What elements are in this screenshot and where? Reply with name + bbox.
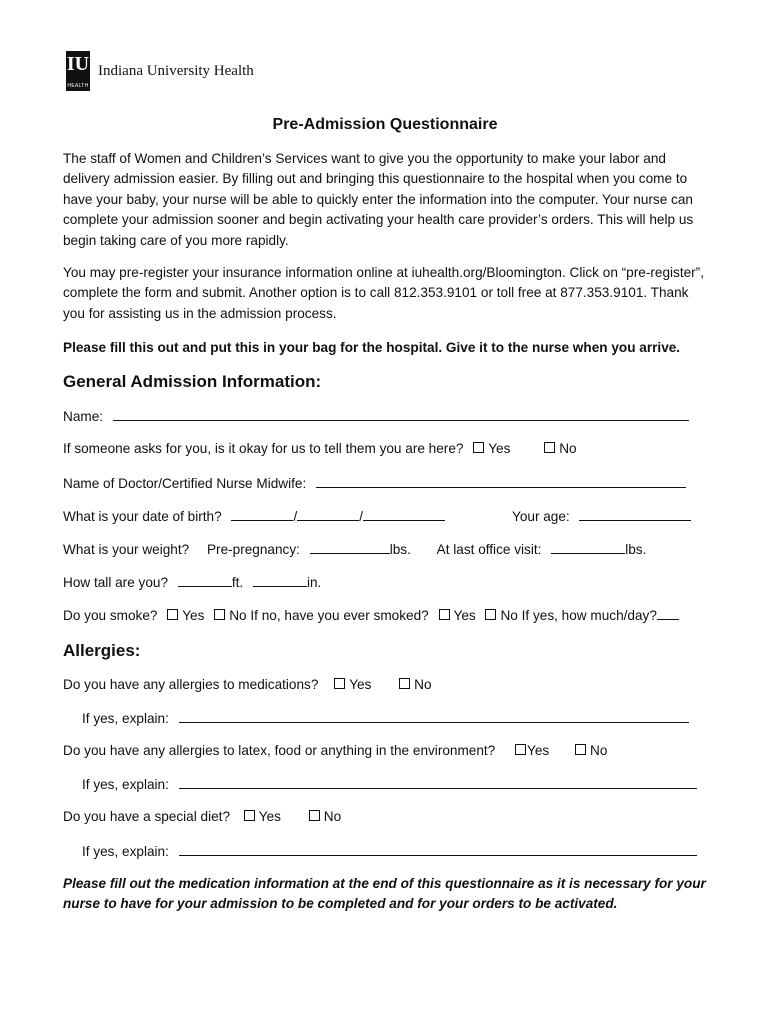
ever-smoked-yes-label: Yes	[453, 608, 476, 623]
age-row	[512, 507, 691, 526]
smoke-yes-label: Yes	[182, 608, 205, 623]
smoke-no-checkbox[interactable]	[214, 609, 225, 620]
diet-row	[63, 808, 341, 826]
ft-unit: ft.	[231, 575, 244, 590]
tell-no-checkbox[interactable]	[544, 442, 555, 453]
diet-yes-checkbox[interactable]	[244, 810, 255, 821]
smoke-label: Do you smoke?	[63, 608, 158, 623]
name-row	[63, 407, 689, 426]
tall-label: How tall are you?	[63, 575, 169, 590]
name-label: Name:	[63, 409, 104, 424]
med-allergy-label: Do you have any allergies to medications?	[63, 677, 319, 692]
weight-row	[63, 540, 646, 559]
age-label: Your age:	[512, 509, 570, 524]
logo	[66, 51, 254, 91]
intro-paragraph-3: Please fill this out and put this in your bag for the hospital. Give it to the nurse when you arrive.	[63, 340, 681, 355]
height-row	[63, 573, 321, 592]
org-name: Indiana University Health	[98, 62, 254, 79]
ever-smoked-no-label: No	[500, 608, 518, 623]
explain-label: If yes, explain:	[82, 844, 169, 859]
prepreg-label: Pre-pregnancy:	[206, 542, 300, 557]
height-feet-field[interactable]	[178, 573, 232, 587]
how-much-label: If yes, how much/day?	[521, 608, 657, 623]
dob-slash: /	[359, 509, 364, 524]
ever-smoked-no-checkbox[interactable]	[485, 609, 496, 620]
med-explain-field[interactable]	[179, 709, 689, 723]
diet-yes-label: Yes	[258, 809, 281, 824]
explain-label: If yes, explain:	[82, 777, 169, 792]
doctor-row	[63, 474, 686, 493]
intro-paragraph-1: The staff of Women and Children’s Services want to give you the opportunity to make your labor and delivery admission easier. By filling out and bringing this questionnaire to the hospital when you come to have your baby, your nurse will be able to quickly enter the information into the computer. Your nurse can complete your admission sooner and begin activating your health care provider’s orders. This will help us begin taking care of you more rapidly.	[63, 151, 694, 248]
tell-no-label: No	[559, 441, 577, 456]
env-allergy-yes-label: Yes	[527, 743, 550, 758]
last-visit-label: At last office visit:	[436, 542, 542, 557]
last-visit-weight-field[interactable]	[551, 540, 625, 554]
tell-yes-checkbox[interactable]	[473, 442, 484, 453]
name-field[interactable]	[113, 407, 689, 421]
dob-month-field[interactable]	[231, 507, 293, 521]
env-allergy-row	[63, 742, 607, 760]
med-allergy-row	[63, 676, 432, 694]
dob-row	[63, 507, 445, 526]
dob-slash: /	[293, 509, 298, 524]
dob-year-field[interactable]	[363, 507, 445, 521]
doctor-field[interactable]	[316, 474, 686, 488]
med-explain-row	[82, 709, 689, 728]
diet-no-checkbox[interactable]	[309, 810, 320, 821]
iu-health-logo-icon	[66, 51, 90, 91]
how-much-field[interactable]	[657, 606, 679, 620]
logo-mark-text: IU	[66, 53, 90, 75]
intro-paragraph-2: You may pre-register your insurance information online at iuhealth.org/Bloomington. Click on “pre-register”, complete the form and submit. Another option is to call 812.353.9101 or toll free at 877.353.9101. Thank you for assisting us in the admission process.	[63, 265, 704, 321]
dob-day-field[interactable]	[297, 507, 359, 521]
smoke-row	[63, 606, 679, 625]
env-allergy-yes-checkbox[interactable]	[515, 744, 526, 755]
dob-label: What is your date of birth?	[63, 509, 222, 524]
general-heading: General Admission Information:	[63, 372, 322, 391]
page-title: Pre-Admission Questionnaire	[272, 116, 498, 133]
med-allergy-no-label: No	[414, 677, 432, 692]
allergies-heading: Allergies:	[63, 641, 141, 660]
age-field[interactable]	[579, 507, 691, 521]
lbs-unit: lbs.	[625, 542, 647, 557]
prepreg-weight-field[interactable]	[310, 540, 390, 554]
logo-mark-subtext: HEALTH	[67, 83, 89, 89]
env-allergy-no-label: No	[590, 743, 608, 758]
tell-label: If someone asks for you, is it okay for us to tell them you are here?	[63, 441, 464, 456]
tell-row	[63, 440, 577, 458]
env-allergy-label: Do you have any allergies to latex, food or anything in the environment?	[63, 743, 496, 758]
smoke-yes-checkbox[interactable]	[167, 609, 178, 620]
tell-yes-label: Yes	[488, 441, 511, 456]
ever-smoked-label: If no, have you ever smoked?	[250, 608, 429, 623]
smoke-no-label: No	[229, 608, 247, 623]
med-allergy-yes-label: Yes	[349, 677, 372, 692]
diet-no-label: No	[323, 809, 342, 824]
med-allergy-yes-checkbox[interactable]	[334, 678, 345, 689]
lbs-unit: lbs.	[389, 542, 411, 557]
height-inches-field[interactable]	[253, 573, 307, 587]
footer-note: Please fill out the medication information at the end of this questionnaire as it is necessary for your nurse to have for your admission to be completed and for your orders to be activated.	[63, 876, 706, 912]
doctor-label: Name of Doctor/Certified Nurse Midwife:	[63, 476, 307, 491]
diet-explain-field[interactable]	[179, 842, 697, 856]
env-explain-field[interactable]	[179, 775, 697, 789]
explain-label: If yes, explain:	[82, 711, 169, 726]
env-allergy-no-checkbox[interactable]	[575, 744, 586, 755]
weight-label: What is your weight?	[63, 542, 190, 557]
env-explain-row	[82, 775, 697, 794]
in-unit: in.	[306, 575, 322, 590]
ever-smoked-yes-checkbox[interactable]	[439, 609, 450, 620]
med-allergy-no-checkbox[interactable]	[399, 678, 410, 689]
diet-explain-row	[82, 842, 697, 861]
diet-label: Do you have a special diet?	[63, 809, 231, 824]
